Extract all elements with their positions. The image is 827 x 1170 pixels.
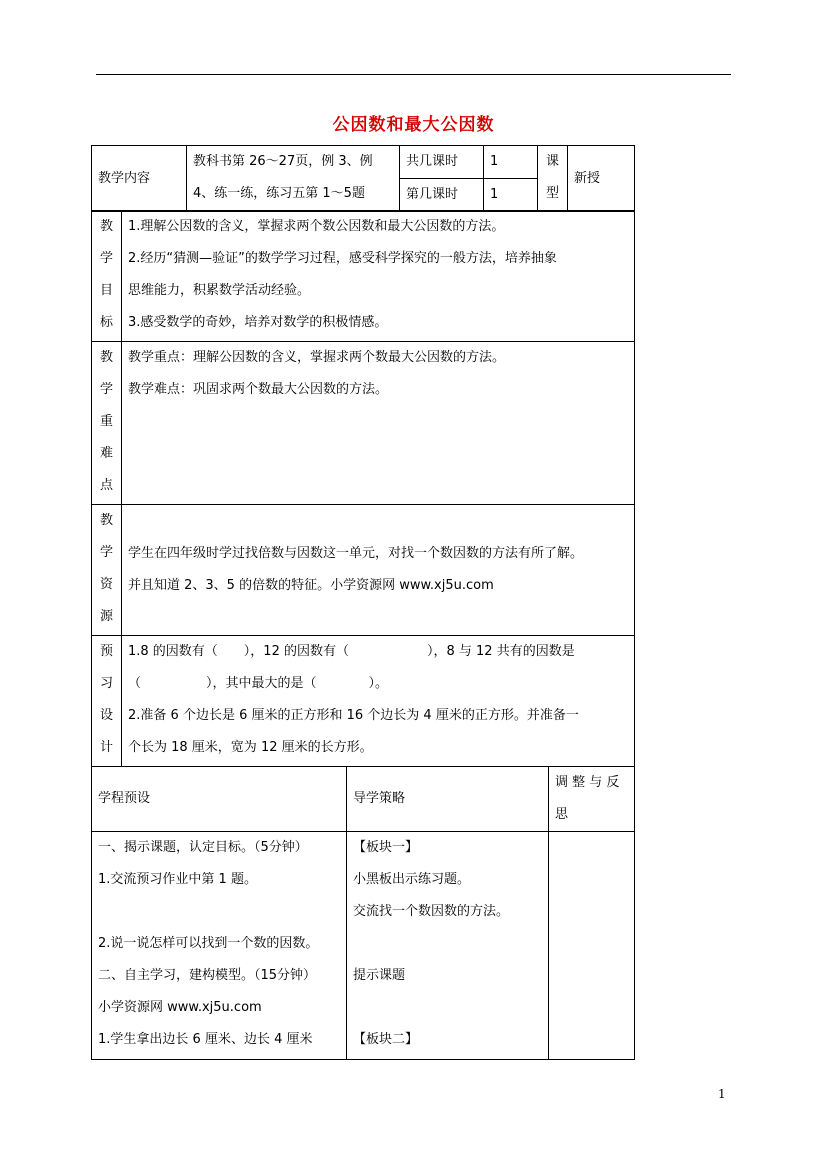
type-label: 课 型 bbox=[538, 146, 568, 212]
key-points-content: 教学重点：理解公因数的含义，掌握求两个数最大公因数的方法。 教学难点：巩固求两个数最大公因数的方法。 bbox=[122, 342, 635, 505]
which-hour-value: 1 bbox=[484, 179, 538, 212]
preview-row bbox=[92, 636, 635, 767]
which-hour-label: 第几课时 bbox=[400, 179, 484, 212]
goals-label: 教 学 目 标 bbox=[92, 211, 122, 342]
process-body-row bbox=[92, 832, 635, 1060]
key-points-label: 教 学 重 难 点 bbox=[92, 342, 122, 505]
preview-label: 预 习 设 计 bbox=[92, 636, 122, 767]
lesson-header-table bbox=[91, 145, 635, 212]
resources-content: 学生在四年级时学过找倍数与因数这一单元，对找一个数因数的方法有所了解。 并且知道 2、3、5 的倍数的特征。小学资源网 www.xj5u.com bbox=[122, 505, 635, 636]
process-col-reflection: 调 整 与 反 思 bbox=[549, 767, 635, 832]
page-number: 1 bbox=[718, 1087, 726, 1101]
process-col-strategy: 导学策略 bbox=[347, 767, 549, 832]
goals-row bbox=[92, 211, 635, 342]
document-title: 公因数和最大公因数 bbox=[332, 115, 495, 135]
resources-row bbox=[92, 505, 635, 636]
total-hours-value: 1 bbox=[484, 146, 538, 179]
total-hours-label: 共几课时 bbox=[400, 146, 484, 179]
page-top-rule bbox=[96, 74, 731, 75]
key-points-row bbox=[92, 342, 635, 505]
learning-process-table bbox=[91, 766, 635, 1060]
type-value: 新授 bbox=[568, 146, 635, 212]
content-value: 教科书第 26～27页，例 3、例 4、练一练，练习五第 1～5题 bbox=[187, 146, 400, 212]
preview-content: 1.8 的因数有（ ），12 的因数有（ ），8 与 12 共有的因数是 （ ），其中最大的是（ ）。 2.准备 6 个边长是 6 厘米的正方形和 16 个边长为 4 厘米的正方形。并准备一 个长为 18 厘米，宽为 12 厘米的长方形。 bbox=[122, 636, 635, 767]
process-col-plan: 学程预设 bbox=[92, 767, 347, 832]
lesson-main-table bbox=[91, 210, 635, 767]
content-label: 教学内容 bbox=[92, 146, 187, 212]
process-header-row bbox=[92, 767, 635, 832]
goals-content: 1.理解公因数的含义，掌握求两个数公因数和最大公因数的方法。 2.经历“猜测—验证”的数学学习过程，感受科学探究的一般方法，培养抽象 思维能力，积累数学活动经验。 3.感受数学的奇妙，培养对数学的积极情感。 bbox=[122, 211, 635, 342]
process-plan-content: 一、揭示课题，认定目标。（5分钟） 1.交流预习作业中第 1 题。 2.说一说怎样可以找到一个数的因数。 二、自主学习，建构模型。（15分钟） 小学资源网 www.xj5u.com 1.学生拿出边长 6 厘米、边长 4 厘米 bbox=[92, 832, 347, 1060]
process-strategy-content: 【板块一】 小黑板出示练习题。 交流找一个数因数的方法。 提示课题 【板块二】 bbox=[347, 832, 549, 1060]
process-reflection-content bbox=[549, 832, 635, 1060]
resources-label: 教 学 资 源 bbox=[92, 505, 122, 636]
